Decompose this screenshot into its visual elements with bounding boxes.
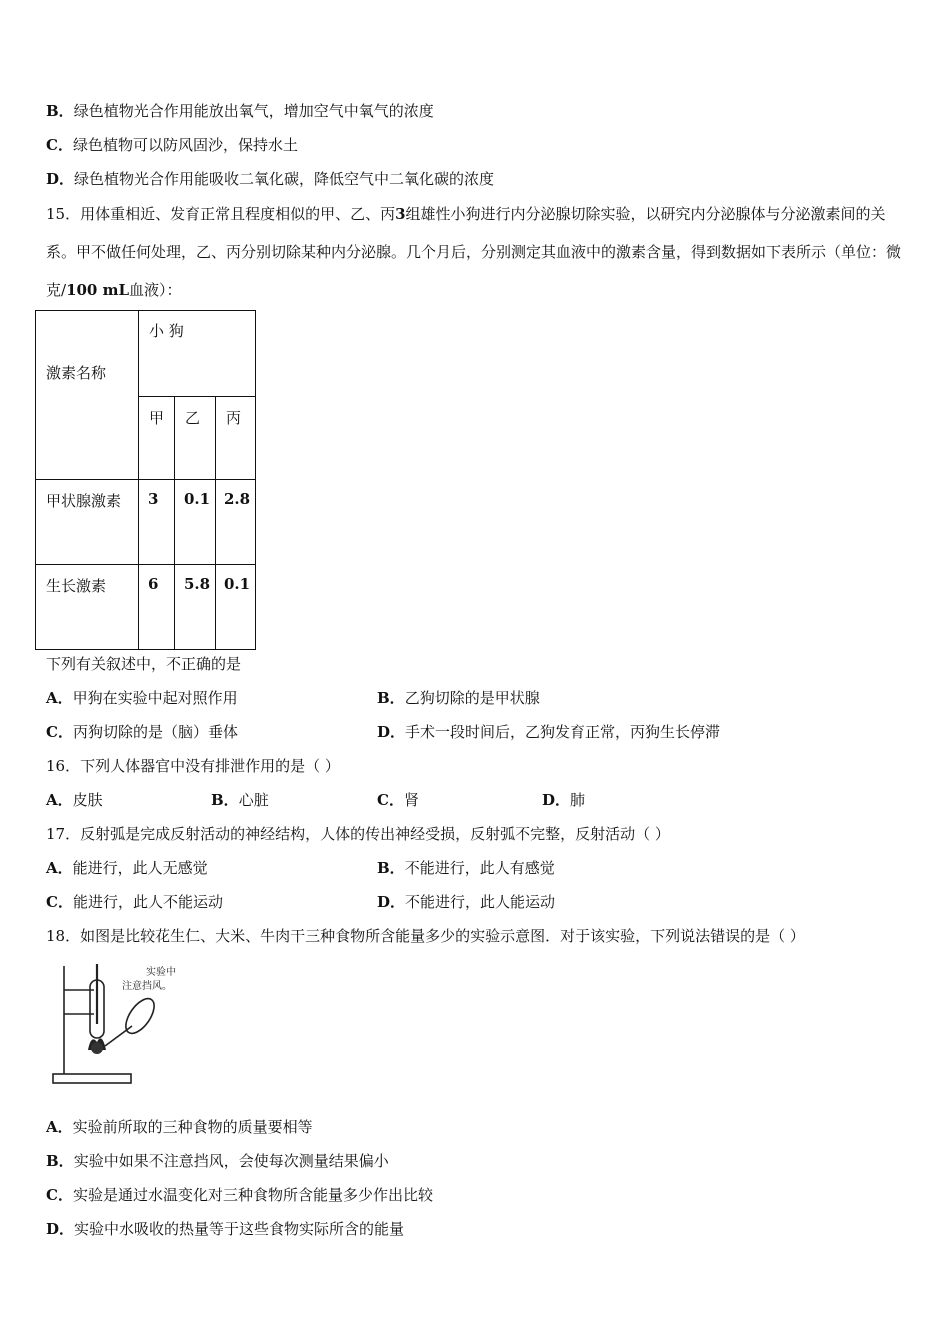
row-value: 0.1 <box>216 565 256 650</box>
figure-note-1: 实验中 <box>146 967 176 978</box>
q16-option-d: D．肺 <box>542 791 586 809</box>
q14-option-b: B．绿色植物光合作用能放出氧气，增加空气中氧气的浓度 <box>46 102 434 120</box>
wind-shield <box>120 994 159 1038</box>
header-col-bing: 丙 <box>216 396 256 480</box>
q17-option-b: B．不能进行，此人有感觉 <box>377 859 555 877</box>
needle-holder <box>105 1026 132 1046</box>
combustion-apparatus-illustration <box>50 962 200 1090</box>
q18-option-b: B．实验中如果不注意挡风，会使每次测量结果偏小 <box>46 1152 389 1170</box>
q14-option-d: D．绿色植物光合作用能吸收二氧化碳，降低空气中二氧化碳的浓度 <box>46 170 495 188</box>
header-hormone-name: 激素名称 <box>36 311 139 480</box>
q17-option-c: C．能进行，此人不能运动 <box>46 893 223 911</box>
row-value: 5.8 <box>175 565 216 650</box>
row-value: 3 <box>139 480 175 565</box>
row-value: 2.8 <box>216 480 256 565</box>
q18-option-c: C．实验是通过水温变化对三种食物所含能量多少作出比较 <box>46 1186 433 1204</box>
experiment-figure <box>50 962 200 1094</box>
q16-option-c: C．肾 <box>377 791 419 809</box>
header-puppy-group: 小 狗 <box>139 311 256 397</box>
header-col-yi: 乙 <box>175 396 216 480</box>
row-value: 0.1 <box>175 480 216 565</box>
q15-option-c: C．丙狗切除的是（脑）垂体 <box>46 723 238 741</box>
hormone-table <box>35 310 256 650</box>
table-row <box>36 480 256 565</box>
q18-stem: 18．如图是比较花生仁、大米、牛肉干三种食物所含能量多少的实验示意图．对于该实验，下列说法错误的是（ ） <box>46 927 805 945</box>
q15-option-b: B．乙狗切除的是甲状腺 <box>377 689 540 707</box>
q17-stem: 17．反射弧是完成反射活动的神经结构，人体的传出神经受损，反射弧不完整，反射活动（ ） <box>46 825 670 843</box>
q17-option-a: A．能进行，此人无感觉 <box>46 859 208 877</box>
table-row <box>36 565 256 650</box>
figure-note-2: 注意挡风。 <box>122 981 172 992</box>
q18-option-a: A．实验前所取的三种食物的质量要相等 <box>46 1118 313 1136</box>
q16-option-a: A．皮肤 <box>46 791 103 809</box>
q16-option-b: B．心脏 <box>211 791 269 809</box>
q17-option-d: D．不能进行，此人能运动 <box>377 893 556 911</box>
burning-food <box>88 1038 106 1054</box>
q15-question: 下列有关叙述中，不正确的是 <box>46 655 242 673</box>
row-name: 生长激素 <box>36 565 139 650</box>
row-value: 6 <box>139 565 175 650</box>
q15-stem: 15．用体重相近、发育正常且程度相似的甲、乙、丙3组雄性小狗进行内分泌腺切除实验，以研究内分泌腺体与分泌激素间的关系。甲不做任何处理，乙、丙分别切除某种内分泌腺。几个月后，分别测定其血液中的激素含量，得到数据如下表所示（单位：微克/100 mL血液）： <box>46 205 902 299</box>
header-col-jia: 甲 <box>139 396 175 480</box>
q14-option-c: C．绿色植物可以防风固沙，保持水土 <box>46 136 298 154</box>
q18-option-d: D．实验中水吸收的热量等于这些食物实际所含的能量 <box>46 1220 405 1238</box>
q15-option-d: D．手术一段时间后，乙狗发育正常，丙狗生长停滞 <box>377 723 721 741</box>
q16-stem: 16．下列人体器官中没有排泄作用的是（ ） <box>46 757 340 775</box>
row-name: 甲状腺激素 <box>36 480 139 565</box>
stand-base <box>53 1074 131 1083</box>
q15-option-a: A．甲狗在实验中起对照作用 <box>46 689 238 707</box>
